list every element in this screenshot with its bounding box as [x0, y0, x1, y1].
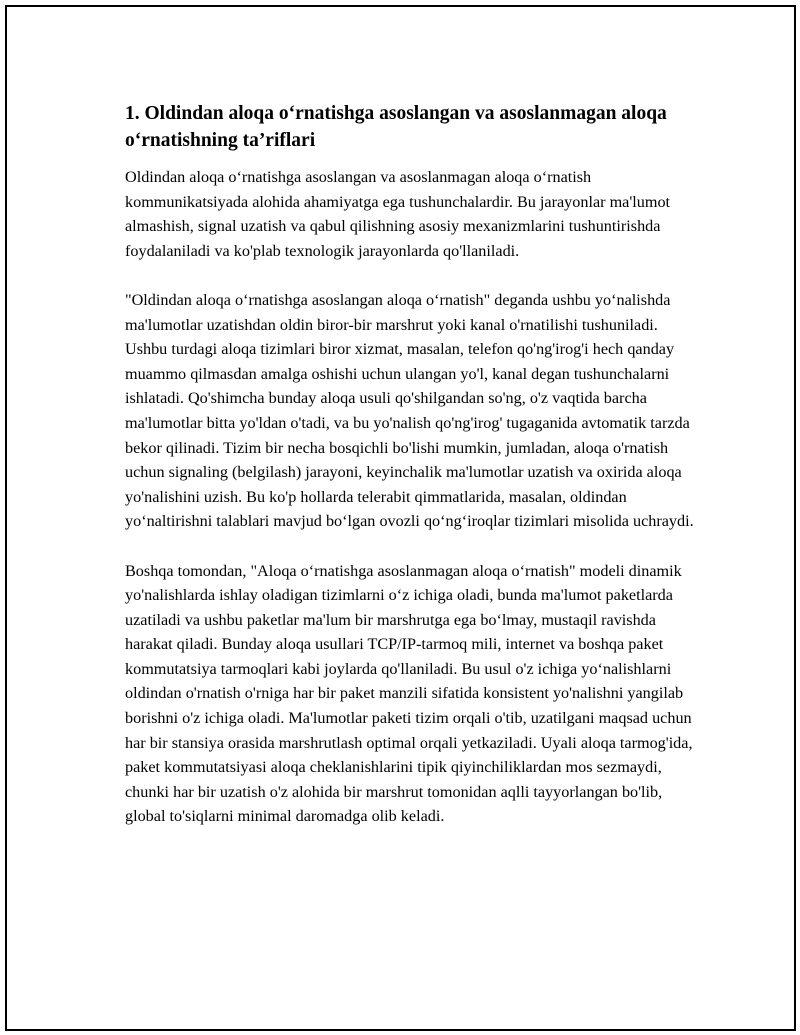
- document-body: [125, 100, 695, 854]
- section-heading: 1. Oldindan aloqa o‘rnatishga asoslangan va asoslanmagan aloqa o‘rnatishning ta’riflari: [125, 103, 667, 151]
- paragraph-connection-oriented: "Oldindan aloqa o‘rnatishga asoslangan aloqa o‘rnatish" deganda ushbu yo‘nalishda ma'lumotlar uzatishdan oldin biror-bir marshrut yoki kanal o'rnatilishi tushuniladi. Ushbu turdagi aloqa tizimlari biror xizmat, masalan, telefon qo'ng'irog'i hech qanday muammo qilmasdan amalga oshishi uchun ulangan yo'l, kanal degan tushunchalarni ishlatadi. Qo'shimcha bunday aloqa usuli qo'shilgandan so'ng, o'z vaqtida barcha ma'lumotlar bitta yo'ldan o'tadi, va bu yo'nalish qo'ng'irog' tugaganida avtomatik tarzda bekor qilinadi. Tizim bir necha bosqichli bo'lishi mumkin, jumladan, aloqa o'rnatish uchun signaling (belgilash) jarayoni, keyinchalik ma'lumotlar uzatish va oxirida aloqa yo'nalishini uzish. Bu ko'p hollarda telerabit qimmatlarida, masalan, oldindan yo‘naltirishni talablari mavjud bo‘lgan ovozli qo‘ng‘iroqlar tizimlari misolida uchraydi.: [125, 290, 694, 531]
- paragraph-intro: Oldindan aloqa o‘rnatishga asoslangan va asoslanmagan aloqa o‘rnatish kommunikatsiyada alohida ahamiyatga ega tushunchalardir. Bu jarayonlar ma'lumot almashish, signal uzatish va qabul qilishning asosiy mexanizmlarini tushuntirishda foydalaniladi va ko'plab texnologik jarayonlarda qo'llaniladi.: [125, 168, 671, 260]
- paragraph-connectionless: Boshqa tomondan, "Aloqa o‘rnatishga asoslanmagan aloqa o‘rnatish" modeli dinamik yo'nalishlarda ishlay oladigan tizimlarni o‘z ichiga oladi, bunda ma'lumot paketlarda uzatiladi va ushbu paketlar ma'lum bir marshrutga ega bo‘lmay, mustaqil ravishda harakat qiladi. Bunday aloqa usullari TCP/IP-tarmoq mili, internet va boshqa paket kommutatsiya tarmoqlari kabi joylarda qo'llaniladi. Bu usul o'z ichiga yo‘nalishlarni oldindan o'rnatish o'rniga har bir paket manzili sifatida konsistent yo'nalishni yangilab borishni o'z ichiga oladi. Ma'lumotlar paketi tizim orqali o'tib, uzatilgani maqsad uchun har bir stansiya orasida marshrutlash optimal orqali yetkaziladi. Uyali aloqa tarmog'ida, paket kommutatsiyasi aloqa cheklanishlarini tipik qiyinchiliklardan mos sezmaydi, chunki har bir uzatish o'z alohida bir marshrut tomonidan aqlli tayyorlangan bo'lib, global to'siqlarni minimal daromadga olib keladi.: [125, 561, 693, 826]
- page-frame: [5, 5, 796, 1031]
